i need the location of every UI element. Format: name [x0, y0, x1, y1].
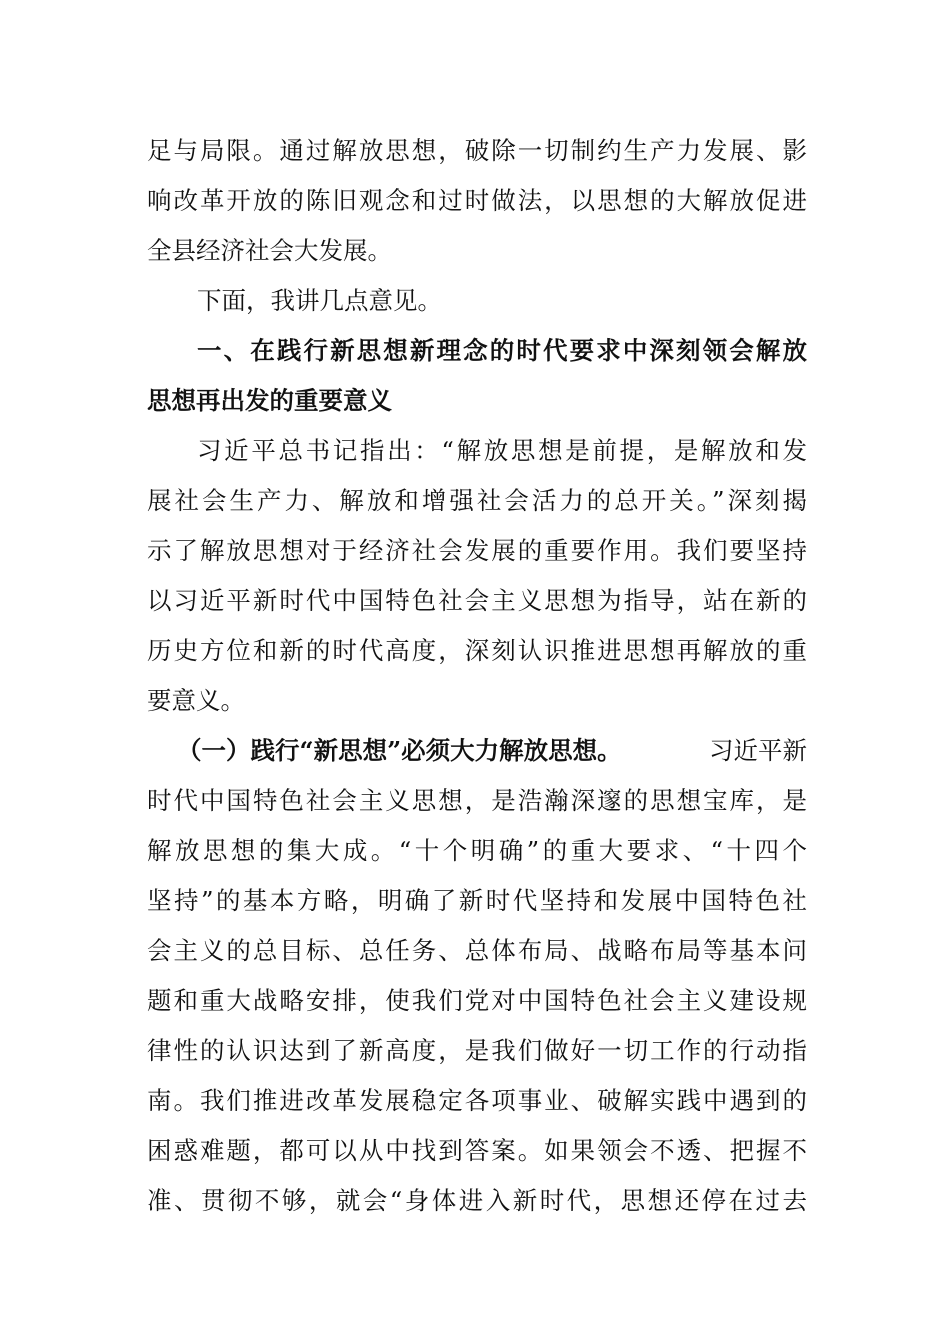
- body-line: 历史方位和新的时代高度，深刻认识推进思想再解放的重: [147, 636, 807, 665]
- body-line: 准、贯彻不够，就会“身体进入新时代，思想还停在过去: [147, 1186, 807, 1215]
- body-line: 律性的认识达到了新高度，是我们做好一切工作的行动指: [147, 1036, 807, 1065]
- body-line: 下面，我讲几点意见。: [197, 286, 442, 315]
- body-line: 响改革开放的陈旧观念和过时做法，以思想的大解放促进: [147, 186, 807, 215]
- body-line: 会主义的总目标、总任务、总体布局、战略布局等基本问: [147, 936, 807, 965]
- section-heading: 思想再出发的重要意义: [147, 386, 392, 415]
- body-line: 题和重大战略安排，使我们党对中国特色社会主义建设规: [147, 986, 807, 1015]
- body-line: 全县经济社会大发展。: [147, 236, 392, 265]
- body-line: 解放思想的集大成。“十个明确”的重大要求、“十四个: [147, 836, 807, 865]
- body-line: 示了解放思想对于经济社会发展的重要作用。我们要坚持: [147, 536, 807, 565]
- body-line: 习近平总书记指出：“解放思想是前提，是解放和发: [197, 436, 807, 465]
- body-line: 足与局限。通过解放思想，破除一切制约生产力发展、影: [147, 136, 807, 165]
- subsection-line: [177, 731, 807, 771]
- subsection-heading: （一）践行“新思想”必须大力解放思想。: [177, 736, 622, 765]
- body-line: 要意义。: [147, 686, 245, 715]
- body-line: 展社会生产力、解放和增强社会活力的总开关。”深刻揭: [147, 486, 807, 515]
- body-line: 南。我们推进改革发展稳定各项事业、破解实践中遇到的: [147, 1086, 807, 1115]
- body-line: 困惑难题，都可以从中找到答案。如果领会不透、把握不: [147, 1136, 807, 1165]
- section-heading: 一、在践行新思想新理念的时代要求中深刻领会解放: [197, 336, 807, 365]
- body-line: 时代中国特色社会主义思想，是浩瀚深邃的思想宝库，是: [147, 786, 807, 815]
- body-line: 以习近平新时代中国特色社会主义思想为指导，站在新的: [147, 586, 807, 615]
- body-text: 习近平新: [709, 736, 807, 765]
- body-line: 坚持”的基本方略，明确了新时代坚持和发展中国特色社: [147, 886, 807, 915]
